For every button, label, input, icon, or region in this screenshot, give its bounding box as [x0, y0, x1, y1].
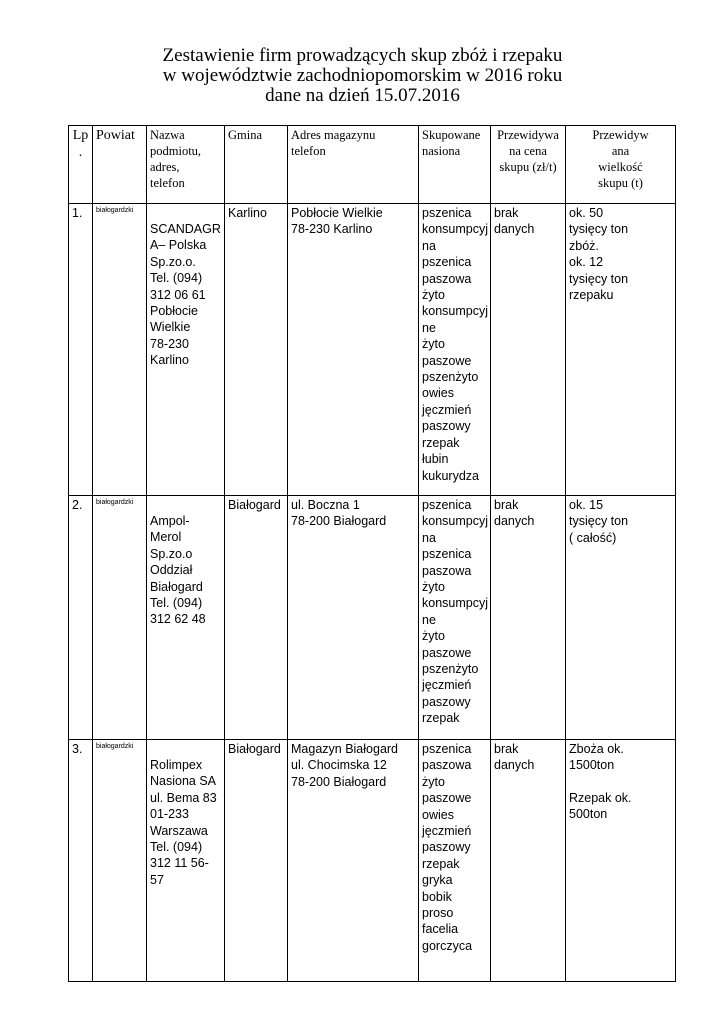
- cell-line: skupu (t): [598, 176, 643, 190]
- cell-nasiona: [419, 740, 491, 982]
- cell-line: ( całość): [569, 530, 617, 545]
- cell-line: pszenica: [422, 742, 472, 756]
- cell-nazwa: [147, 740, 225, 982]
- cell-line: ul. Chocimska 12: [291, 758, 387, 773]
- title-line-3: dane na dzień 15.07.2016: [265, 85, 460, 106]
- cell-line: konsumpcyj: [422, 304, 488, 319]
- cell-line: Przewidywa: [497, 128, 559, 142]
- cell-line: konsumpcyj: [422, 596, 488, 611]
- cell-line: 57: [150, 872, 164, 887]
- cell-lp: [69, 740, 93, 982]
- header-cena: [491, 126, 566, 204]
- cell-line: rzepak: [422, 711, 460, 726]
- header-nazwa: [147, 126, 225, 204]
- cell-line: 1500ton: [569, 758, 615, 773]
- cell-line: Sp.zo.o: [150, 546, 193, 561]
- cell-line: paszowe: [422, 791, 472, 806]
- cell-line: ul. Boczna 1: [291, 498, 360, 512]
- cell-line: rzepak: [422, 856, 460, 871]
- cell-lp: [69, 496, 93, 740]
- cell-line: nasiona: [422, 144, 461, 158]
- table-body: [69, 204, 676, 982]
- cell-line: podmiotu,: [150, 144, 202, 158]
- cell-line: jęczmień: [422, 824, 472, 839]
- title-line-1: Zestawienie firm prowadzących skup zbóż i rzepaku: [162, 45, 563, 66]
- cell-line: Przewidyw: [592, 128, 649, 142]
- header-adres: [288, 126, 419, 204]
- cell-line: na cena: [509, 144, 547, 158]
- cell-line: ok. 15: [569, 498, 604, 512]
- header-gmina: [225, 126, 288, 204]
- cell-line: żyto: [422, 580, 445, 595]
- cell-line: Lp: [72, 128, 89, 143]
- cell-line: danych: [494, 758, 535, 773]
- cell-text: Białogard: [228, 498, 281, 512]
- cell-line: Skupowane: [422, 128, 481, 142]
- cell-line: rzepaku: [569, 288, 614, 303]
- cell-line: Ampol-: [150, 514, 190, 528]
- cell-line: Wielkie: [150, 320, 191, 335]
- header-wielkosc: [566, 126, 676, 204]
- cell-line: Białogard: [150, 579, 203, 594]
- cell-cena: [491, 740, 566, 982]
- cell-lp: [69, 204, 93, 496]
- cell-cena: [491, 496, 566, 740]
- cell-line: brak: [494, 206, 519, 220]
- cell-line: 312 62 48: [150, 612, 206, 627]
- cell-adres: [288, 204, 419, 496]
- cell-text: białogardzki: [96, 743, 134, 750]
- cell-line: paszowy: [422, 840, 471, 855]
- cell-line: owies: [422, 807, 454, 822]
- cell-wielkosc: [566, 496, 676, 740]
- cell-text: 2.: [72, 498, 83, 512]
- cell-line: żyto: [422, 288, 445, 303]
- cell-line: brak: [494, 742, 519, 756]
- cell-line: A– Polska: [150, 238, 207, 253]
- cell-line: 01-233: [150, 807, 189, 822]
- cell-line: wielkość: [598, 160, 643, 174]
- cell-line: adres,: [150, 160, 180, 174]
- cell-line: ana: [611, 144, 630, 158]
- title-line-2: w województwie zachodniopomorskim w 2016 roku: [162, 65, 563, 86]
- cell-line: tysięcy ton: [569, 222, 629, 237]
- cell-text: 3.: [72, 742, 83, 756]
- cell-line: 78-200 Białogard: [291, 774, 387, 789]
- cell-line: brak: [494, 498, 519, 512]
- cell-line: Merol: [150, 530, 182, 545]
- cell-line: telefon: [150, 176, 185, 190]
- cell-line: pszenica: [422, 498, 472, 512]
- cell-nazwa: [147, 496, 225, 740]
- cell-line: 78-200 Białogard: [291, 514, 387, 529]
- cell-gmina: [225, 740, 288, 982]
- cell-line: paszowa: [422, 563, 472, 578]
- cell-line: pszenica: [422, 206, 472, 220]
- cell-nazwa: [147, 204, 225, 496]
- cell-line: telefon: [291, 144, 326, 158]
- cell-text: Białogard: [228, 742, 281, 756]
- cell-line: Pobłocie: [150, 304, 198, 319]
- cell-line: konsumpcyj: [422, 222, 488, 237]
- cell-powiat: [93, 496, 147, 740]
- cell-line: pszenica: [422, 255, 472, 270]
- cell-line: paszowe: [422, 645, 472, 660]
- cell-line: łubin: [422, 452, 449, 467]
- cell-line: ok. 50: [569, 206, 604, 220]
- cell-line: Adres magazynu: [291, 128, 376, 142]
- cell-line: Zboża ok.: [569, 742, 624, 756]
- table-row: [69, 740, 676, 982]
- header-nasiona: [419, 126, 491, 204]
- cell-wielkosc: [566, 740, 676, 982]
- header-powiat: [93, 126, 147, 204]
- cell-line: na: [422, 530, 436, 545]
- cell-line: tysięcy ton: [569, 514, 629, 529]
- cell-text: 1.: [72, 206, 83, 220]
- cell-line: 312 11 56-: [150, 856, 209, 871]
- cell-line: paszowa: [422, 758, 472, 773]
- cell-line: ok. 12: [569, 255, 604, 270]
- cell-line: Nazwa: [150, 128, 185, 142]
- cell-line: paszowy: [422, 419, 471, 434]
- cell-line: owies: [422, 386, 454, 401]
- cell-line: .: [78, 145, 83, 160]
- cell-line: Rzepak ok.: [569, 790, 632, 805]
- table-row: [69, 204, 676, 496]
- document-title: [0, 46, 725, 106]
- cell-line: [569, 774, 672, 790]
- cell-line: Warszawa: [150, 823, 208, 838]
- cell-line: żyto: [422, 774, 445, 789]
- cell-line: ul. Bema 83: [150, 790, 217, 805]
- cell-gmina: [225, 204, 288, 496]
- cell-line: 78-230 Karlino: [291, 222, 373, 237]
- cell-line: Rolimpex: [150, 758, 203, 772]
- cell-line: Tel. (094): [150, 271, 203, 286]
- cell-line: facelia: [422, 922, 459, 937]
- cell-line: tysięcy ton: [569, 271, 629, 286]
- cell-line: danych: [494, 514, 535, 529]
- cell-line: ne: [422, 320, 436, 335]
- cell-line: żyto: [422, 629, 445, 644]
- cell-line: Oddział: [150, 563, 193, 578]
- cell-line: Gmina: [228, 128, 263, 142]
- table-row: [69, 496, 676, 740]
- cell-text: białogardzki: [96, 499, 134, 506]
- table-header-row: [69, 126, 676, 204]
- cell-line: paszowa: [422, 271, 472, 286]
- cell-line: bobik: [422, 889, 452, 904]
- cell-line: zbóż.: [569, 238, 599, 253]
- cell-gmina: [225, 496, 288, 740]
- cell-line: Nasiona SA: [150, 774, 217, 789]
- cell-line: paszowy: [422, 694, 471, 709]
- cell-nasiona: [419, 204, 491, 496]
- cell-line: ne: [422, 612, 436, 627]
- cell-line: na: [422, 238, 436, 253]
- cell-line: pszenżyto: [422, 662, 479, 677]
- companies-table: [68, 125, 676, 982]
- cell-line: skupu (zł/t): [499, 160, 557, 174]
- cell-line: gorczyca: [422, 938, 473, 953]
- cell-line: Magazyn Białogard: [291, 742, 399, 756]
- cell-powiat: [93, 740, 147, 982]
- cell-line: pszenżyto: [422, 370, 479, 385]
- cell-line: jęczmień: [422, 678, 472, 693]
- cell-line: 500ton: [569, 807, 608, 822]
- cell-line: gryka: [422, 873, 453, 888]
- cell-line: konsumpcyj: [422, 514, 488, 529]
- cell-nasiona: [419, 496, 491, 740]
- cell-line: Tel. (094): [150, 596, 203, 611]
- cell-text: Karlino: [228, 206, 267, 220]
- cell-line: proso: [422, 906, 454, 921]
- cell-line: pszenica: [422, 547, 472, 562]
- cell-line: kukurydza: [422, 468, 479, 483]
- cell-line: Sp.zo.o.: [150, 254, 196, 269]
- cell-line: rzepak: [422, 435, 460, 450]
- cell-powiat: [93, 204, 147, 496]
- cell-line: SCANDAGR: [150, 222, 221, 236]
- cell-text: białogardzki: [96, 207, 134, 214]
- cell-line: Pobłocie Wielkie: [291, 206, 383, 220]
- cell-line: Tel. (094): [150, 840, 203, 855]
- cell-line: paszowe: [422, 353, 472, 368]
- cell-line: jęczmień: [422, 402, 472, 417]
- header-lp: [69, 126, 93, 204]
- cell-line: 78-230: [150, 336, 189, 351]
- cell-cena: [491, 204, 566, 496]
- cell-line: Karlino: [150, 353, 189, 368]
- cell-line: 312 06 61: [150, 287, 206, 302]
- cell-wielkosc: [566, 204, 676, 496]
- cell-line: danych: [494, 222, 535, 237]
- cell-adres: [288, 740, 419, 982]
- cell-line: Powiat: [96, 128, 135, 143]
- cell-line: żyto: [422, 337, 445, 352]
- cell-adres: [288, 496, 419, 740]
